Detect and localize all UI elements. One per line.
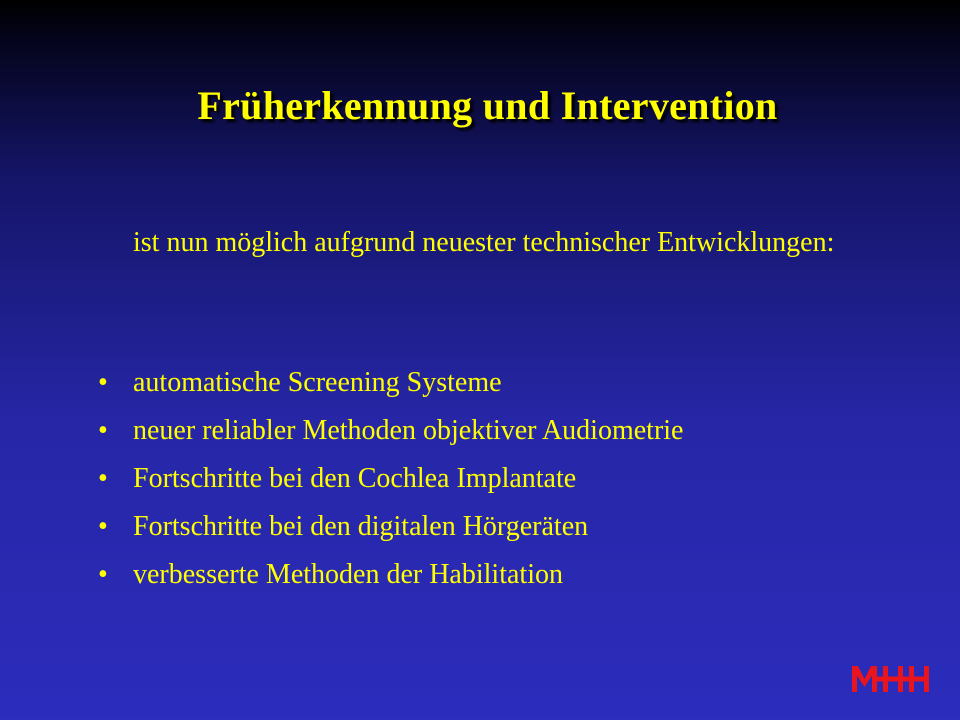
bullet-icon: •	[98, 415, 108, 446]
bullet-text: Fortschritte bei den digitalen Hörgeräten	[133, 511, 589, 542]
bullet-list	[98, 363, 683, 603]
bullet-icon: •	[98, 511, 108, 542]
list-item	[98, 459, 683, 507]
slide-title: Früherkennung und Intervention	[197, 83, 778, 128]
list-item	[98, 507, 683, 555]
bullet-icon: •	[98, 367, 108, 398]
bullet-icon: •	[98, 559, 108, 590]
bullet-text: verbesserte Methoden der Habilitation	[133, 559, 563, 590]
bullet-icon: •	[98, 463, 108, 494]
list-item	[98, 555, 683, 603]
list-item	[98, 411, 683, 459]
bullet-text: neuer reliabler Methoden objektiver Audiometrie	[133, 415, 684, 446]
intro-text: ist nun möglich aufgrund neuester technischer Entwicklungen:	[133, 227, 835, 258]
bullet-text: Fortschritte bei den Cochlea Implantate	[133, 463, 577, 494]
bullet-text: automatische Screening Systeme	[133, 367, 502, 398]
mhh-logo	[852, 666, 934, 692]
list-item	[98, 363, 683, 411]
